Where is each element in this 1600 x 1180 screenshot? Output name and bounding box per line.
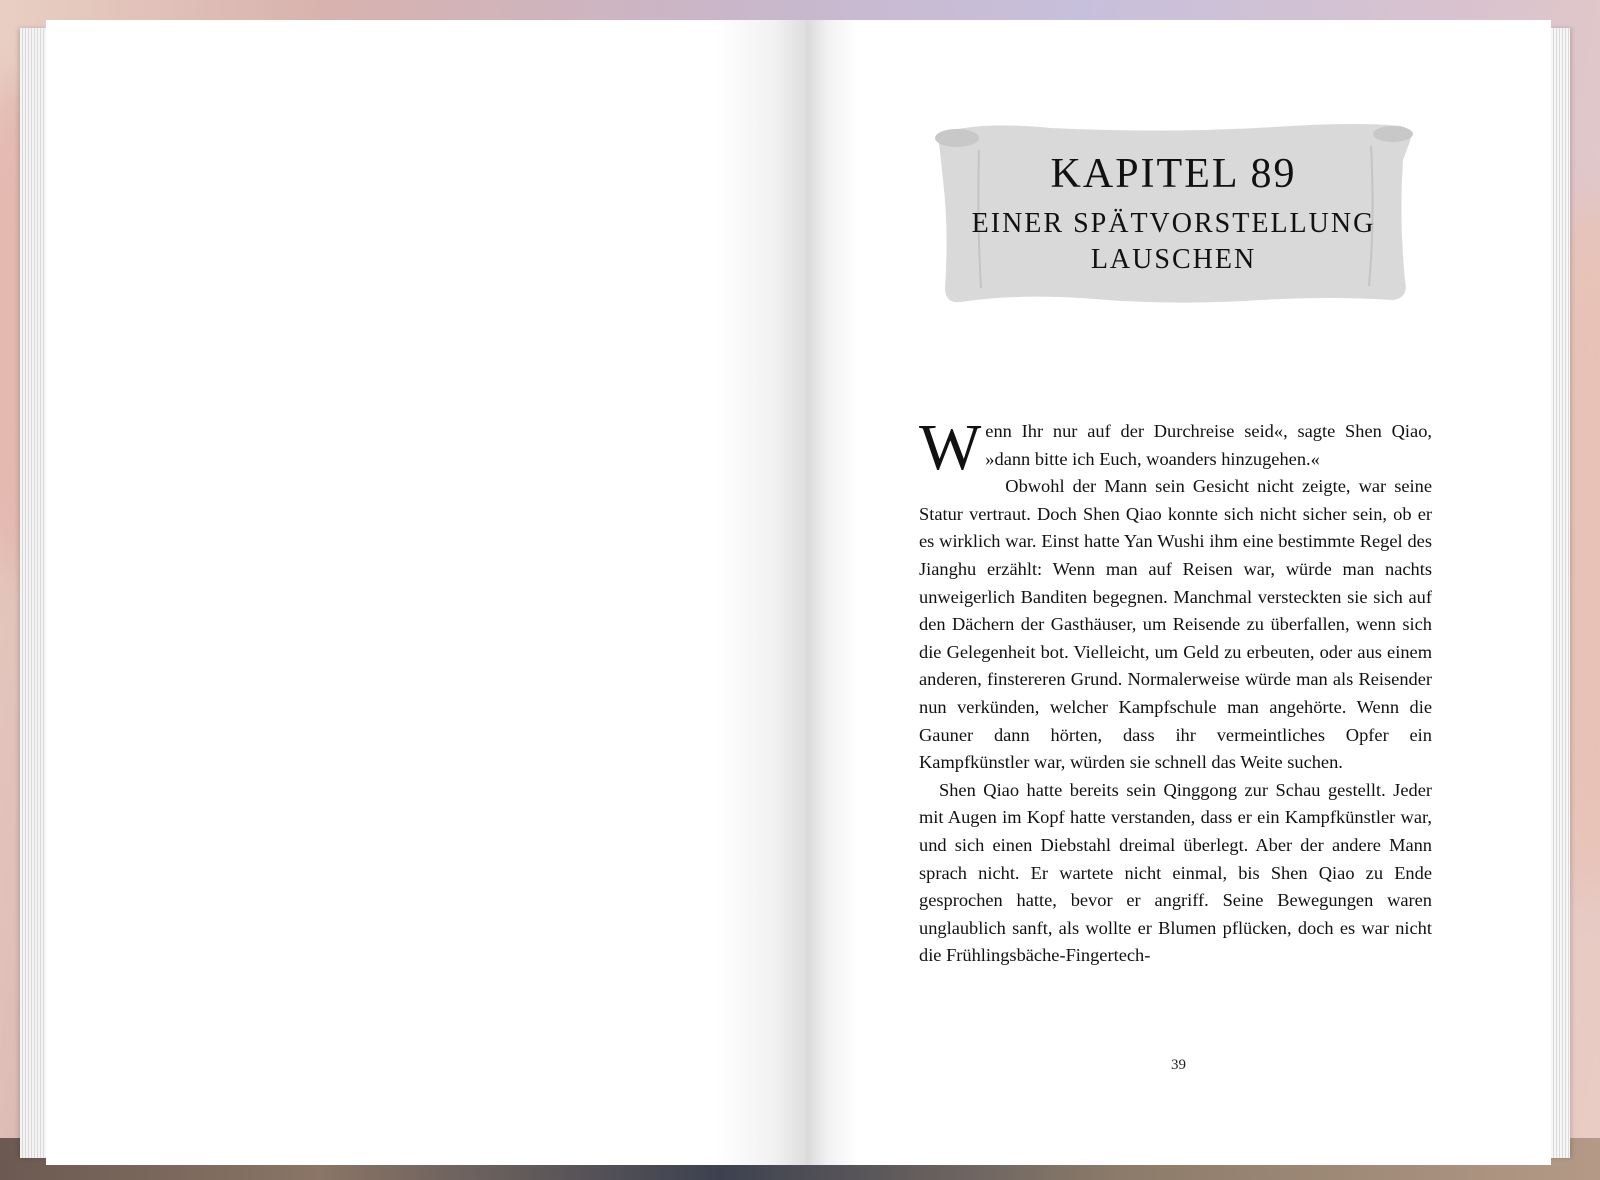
chapter-banner [931,120,1416,310]
chapter-title: KAPITEL 89 [1050,151,1297,197]
chapter-subtitle-line1: EINER SPÄTVORSTELLUNG [971,208,1376,239]
right-page [806,20,1551,1165]
drop-cap: W [919,411,982,484]
body-text [919,411,1432,970]
paragraph-1-text: enn Ihr nur auf der Durchreise seid«, sagte Shen Qiao, »dann bitte ich Euch, woanders hinzugehen.« [985,421,1432,469]
paragraph-3: Shen Qiao hatte bereits sein Qinggong zur Schau gestellt. Jeder mit Augen im Kopf hatte verstanden, dass er ein Kampfkünstler war, und sich einen Diebstahl dreimal überlegt. Aber der andere Mann sprach nicht. Er wartete nicht einmal, bis Shen Qiao zu Ende gesprochen hatte, bevor er angriff. Seine Bewegungen waren unglaublich sanft, als wollte er Blumen pflücken, doch es war nicht die Frühlingsbäche-Fingertech- [919,779,1432,966]
chapter-subtitle [931,206,1416,278]
left-page-blank [46,20,806,1165]
chapter-subtitle-line2: LAUSCHEN [1090,244,1257,275]
paragraph-1 [919,411,1432,484]
page-edges-right [1548,28,1570,1158]
paragraph-2: Obwohl der Mann sein Gesicht nicht zeigte, war seine Statur vertraut. Doch Shen Qiao konnte sich nicht sicher sein, ob er es wirklich war. Einst hatte Yan Wushi ihm eine bestimmte Regel des Jianghu erzählt: Wenn man auf Reisen war, würde man nachts unweigerlich Banditen begegnen. Manchmal versteckten sie sich auf den Dächern der Gasthäuser, um Reisende zu überfallen, wenn sich die Gelegenheit bot. Vielleicht, um Geld zu erbeuten, oder aus einem anderen, finstereren Grund. Normalerweise würde man als Reisender nun verkünden, welcher Kampfschule man angehörte. Wenn die Gauner dann hörten, dass ihr vermeintliches Opfer ein Kampfkünstler war, würden sie schnell das Weite suchen. [919,476,1432,773]
open-book [20,20,1570,1165]
page-number: 39 [1171,1057,1186,1073]
